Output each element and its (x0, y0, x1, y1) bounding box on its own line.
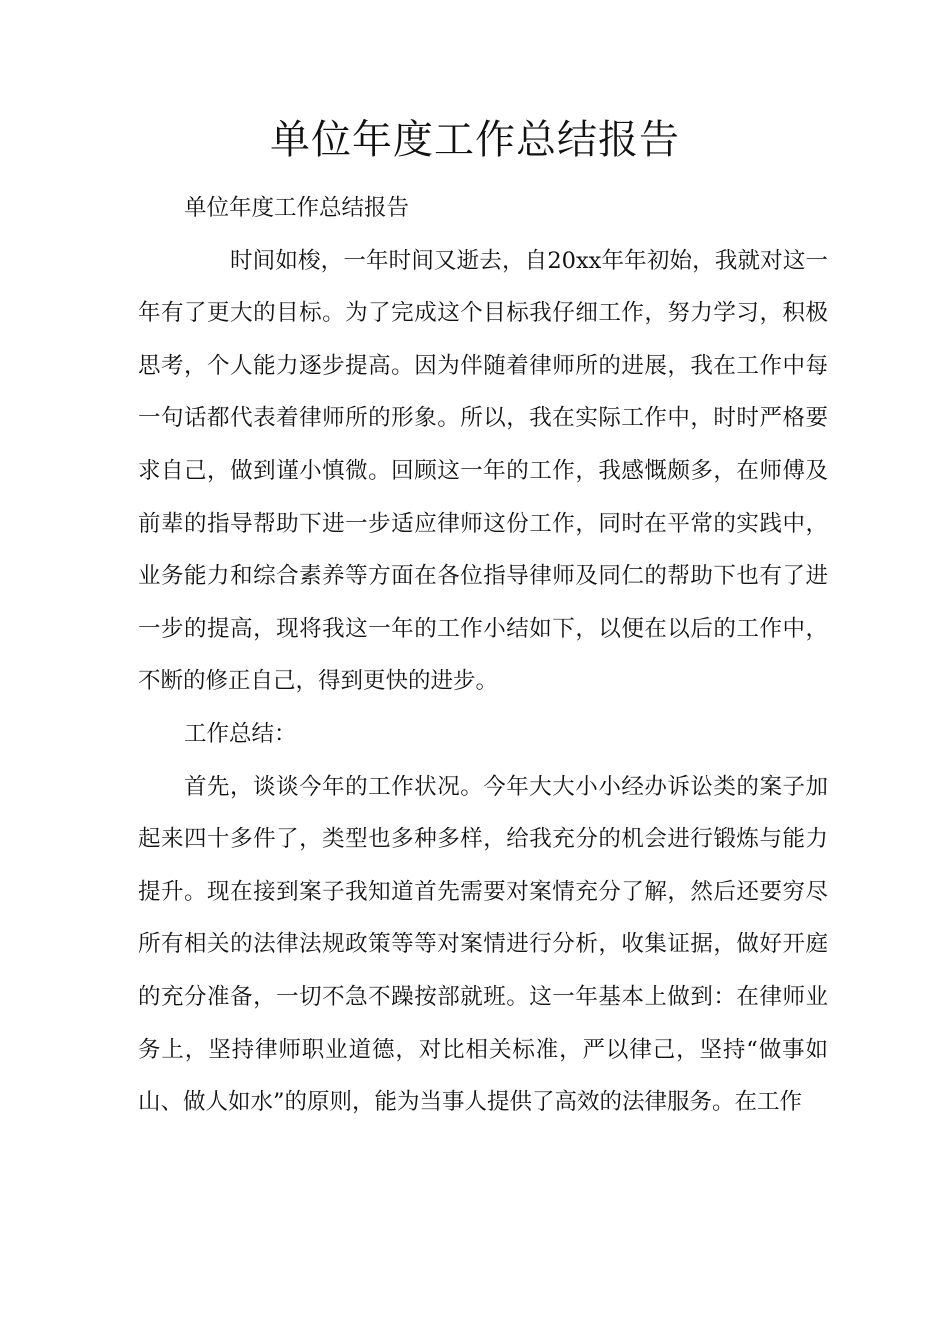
paragraph-intro: 时间如梭，一年时间又逝去，自20xx年年初始，我就对这一年有了更大的目标。为了完成这个目标我仔细工作，努力学习，积极思考，个人能力逐步提高。因为伴随着律师所的进展，我在工作中每一句话都代表着律师所的形象。所以，我在实际工作中，时时严格要求自己，做到谨小慎微。回顾这一年的工作，我感慨颇多，在师傅及前辈的指导帮助下进一步适应律师这份工作，同时在平常的实践中，业务能力和综合素养等方面在各位指导律师及同仁的帮助下也有了进一步的提高，现将我这一年的工作小结如下，以便在以后的工作中，不断的修正自己，得到更快的进步。 (138, 247, 828, 695)
document-title: 单位年度工作总结报告 (270, 117, 680, 163)
document-subtitle: 单位年度工作总结报告 (184, 195, 410, 221)
paragraph-work-status: 首先，谈谈今年的工作状况。今年大大小小经办诉讼类的案子加起来四十多件了，类型也多种多样，给我充分的机会进行锻炼与能力提升。现在接到案子我知道首先需要对案情充分了解，然后还要穷尽所有相关的法律法规政策等等对案情进行分析，收集证据，做好开庭的充分准备，一切不急不躁按部就班。这一年基本上做到：在律师业务上，坚持律师职业道德，对比相关标准，严以律己，坚持“做事如山、做人如水”的原则，能为当事人提供了高效的法律服务。在工作 (138, 773, 828, 1116)
document-body (138, 182, 828, 1129)
section-heading-work-summary: 工作总结： (184, 720, 297, 747)
